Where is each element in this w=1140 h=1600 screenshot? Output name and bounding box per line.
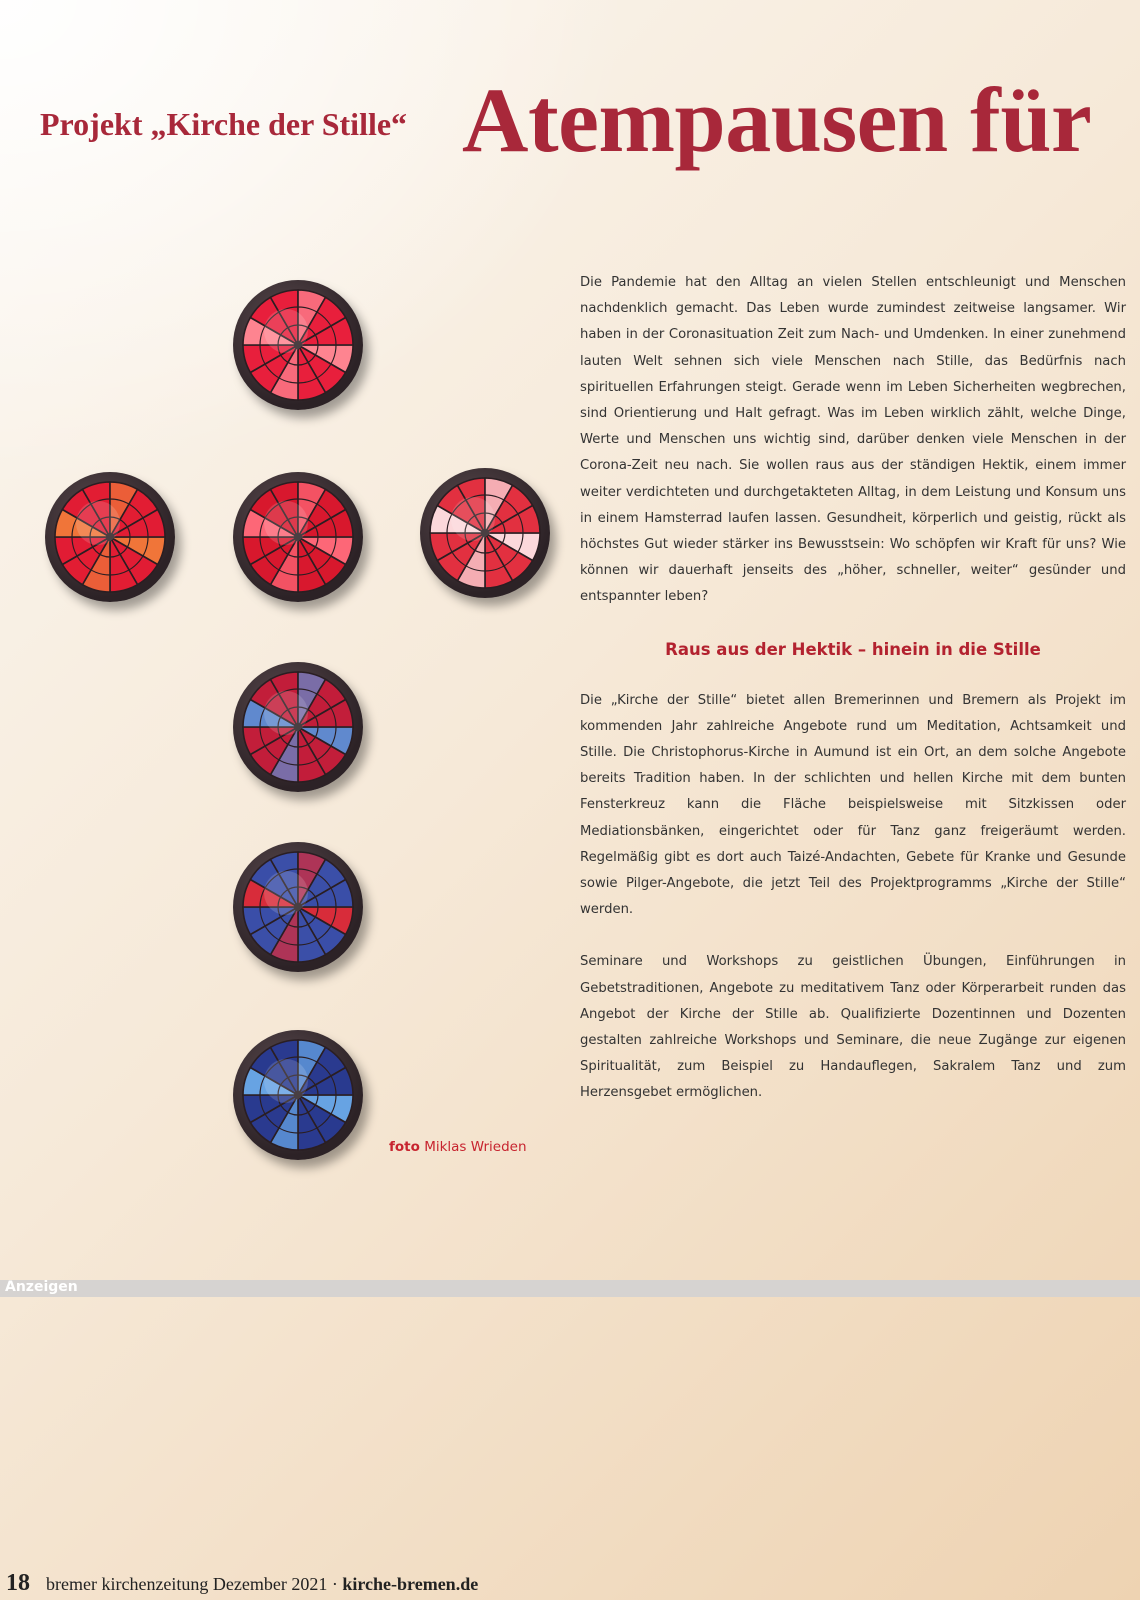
page-number: 18 — [6, 1570, 30, 1596]
publication-info: bremer kirchenzeitung Dezember 2021 · — [46, 1574, 343, 1594]
article-paragraph: Die „Kirche der Stille“ bietet allen Bremerinnen und Bremern als Projekt im kommenden Jahr zahlreiche Angebote rund um Meditation, Achtsamkeit und Stille. Die Christophorus-Kirche in Aumund ist ein Ort, an dem solche Angebote bereits Tradition haben. In der schlichten und hellen Kirche mit dem bunten Fensterkreuz kann die Fläche beispielsweise mit Sitzkissen oder Mediationsbänken, eingerichtet oder für Tanz ganz freigeräumt werden. Regelmäßig gibt es dort auch Taizé-Andachten, Gebete für Kranke und Gesunde sowie Pilger-Angebote, die jetzt Teil des Projektprogramms „Kirche der Stille“ werden. — [580, 692, 1126, 918]
stained-glass-window-right — [420, 468, 550, 598]
website-link[interactable]: kirche-bremen.de — [342, 1574, 479, 1594]
article-paragraph: Seminare und Workshops zu geistlichen Übungen, Einführungen in Gebetstraditionen, Angebote zu meditativem Tanz oder Körperarbeit runden das Angebot der Kirche der Stille ab. Qualifizierte Dozentinnen und Dozenten gestalten zahlreiche Workshops und Seminare, die neue Zugänge zur eigenen Spiritualität, zum Beispiel zu Handauflegen, Sakralem Tanz und zum Herzensgebet ermöglichen. — [580, 954, 1126, 1101]
photo-credit — [389, 1139, 527, 1155]
article-body — [580, 270, 1126, 1133]
article-headline: Atempausen für — [462, 69, 1092, 171]
stained-glass-window-fourth — [233, 662, 363, 792]
stained-glass-window-bottom — [233, 1030, 363, 1160]
article-kicker: Projekt „Kirche der Stille“ — [40, 106, 408, 142]
stained-glass-window-left — [45, 472, 175, 602]
ad-section-bar — [0, 1280, 1140, 1297]
stained-glass-window-top — [233, 280, 363, 410]
article-subheading: Raus aus der Hektik – hinein in die Stille — [665, 639, 1041, 659]
photo-credit-name: Miklas Wrieden — [424, 1139, 527, 1155]
stained-glass-window-center — [233, 472, 363, 602]
article-paragraph: Die Pandemie hat den Alltag an vielen Stellen entschleunigt und Menschen nachdenklich gemacht. Das Leben wurde zumindest zeitweise langsamer. Wir haben in der Coronasituation Zeit zum Nach- und Umdenken. In einer zunehmend lauten Welt sehnen sich viele Menschen nach Stille, das Bedürfnis nach spirituellen Erfahrungen steigt. Gerade wenn im Leben Sicherheiten wegbrechen, sind Orientierung und Halt gefragt. Was im Leben wirklich zählt, welche Dinge, Werte und Menschen uns wichtig sind, darüber denken viele Menschen in der Corona-Zeit neu nach. Sie wollen raus aus der ständigen Hektik, einem immer weiter verdichteten und durchgetakteten Alltag, in dem Leistung und Konsum uns in einem Hamsterrad laufen lassen. Gesundheit, körperlich und geistig, rückt als höchstes Gut wieder stärker ins Bewusstsein: Wo schöpfen wir Kraft für uns? Wie können wir dauerhaft jenseits des „höher, schneller, weiter“ gesünder und entspannter leben? — [580, 275, 1126, 605]
page-footer — [6, 1570, 478, 1597]
stained-glass-window-fifth — [233, 842, 363, 972]
ad-section-label: Anzeigen — [5, 1279, 78, 1295]
photo-credit-label: foto — [389, 1139, 420, 1155]
